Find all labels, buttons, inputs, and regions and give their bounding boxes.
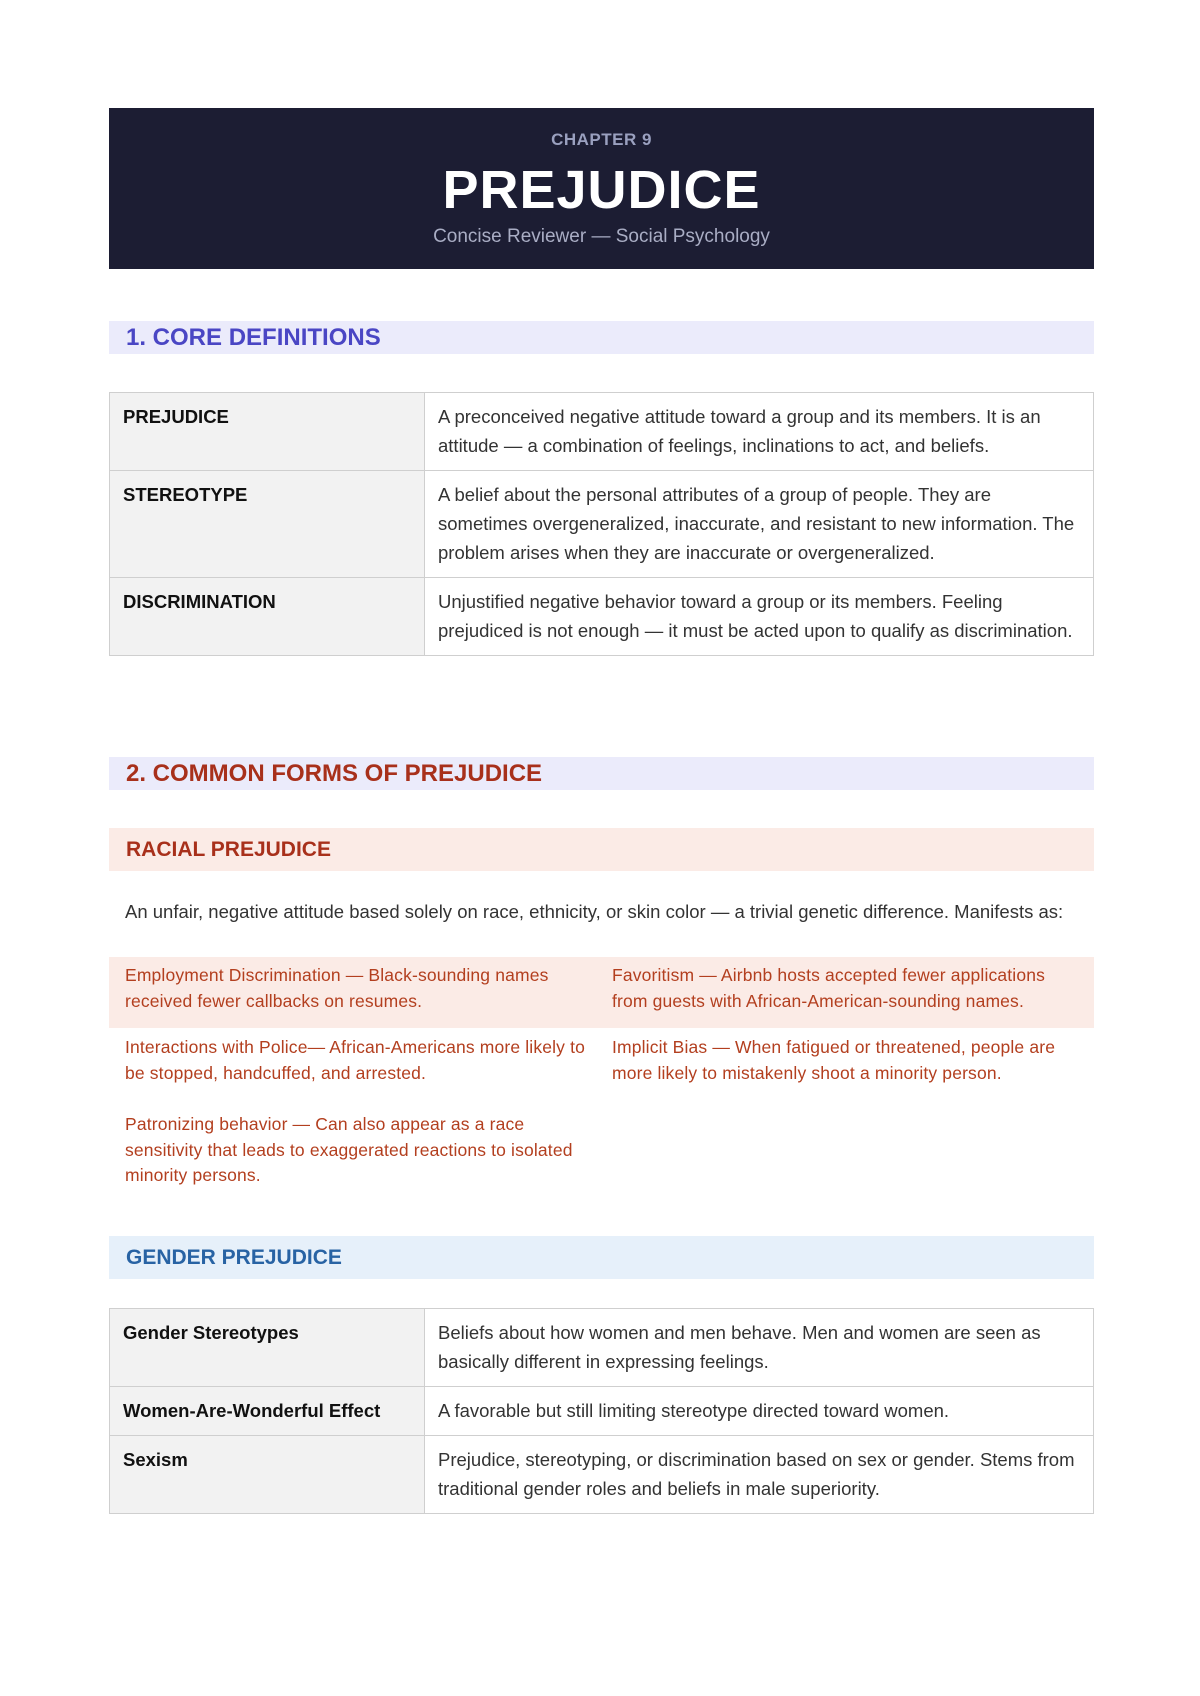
gender-term: Women-Are-Wonderful Effect: [110, 1387, 425, 1436]
manifestation-item: Interactions with Police— African-Americans more likely to be stopped, handcuffed, and arrested.: [125, 1037, 585, 1083]
gender-text: Beliefs about how women and men behave. Men and women are seen as basically different in expressing feelings.: [425, 1309, 1094, 1387]
manifestation-item: Favoritism — Airbnb hosts accepted fewer applications from guests with African-American-sounding names.: [612, 965, 1046, 1011]
table-row: [110, 393, 1094, 471]
table-row: [110, 1436, 1094, 1514]
definition-term: STEREOTYPE: [110, 471, 425, 578]
table-row: [110, 1387, 1094, 1436]
definition-term: PREJUDICE: [110, 393, 425, 471]
definitions-table: [109, 392, 1094, 656]
definition-text: A preconceived negative attitude toward a group and its members. It is an attitude — a combination of feelings, inclinations to act, and beliefs.: [425, 393, 1094, 471]
chapter-header: [109, 108, 1094, 269]
manifestation-item: Patronizing behavior — Can also appear as a race sensitivity that leads to exaggerated reactions to isolated minority persons.: [125, 1114, 573, 1185]
gender-term: Sexism: [110, 1436, 425, 1514]
racial-prejudice-intro: An unfair, negative attitude based solely on race, ethnicity, or skin color — a trivial genetic difference. Manifests as:: [125, 901, 1064, 922]
manifestation-item: Implicit Bias — When fatigued or threatened, people are more likely to mistakenly shoot a minority person.: [612, 1037, 1056, 1083]
table-row: [110, 1309, 1094, 1387]
manifestation-item: Employment Discrimination — Black-sounding names received fewer callbacks on resumes.: [125, 965, 549, 1011]
table-row: [110, 578, 1094, 656]
gender-text: A favorable but still limiting stereotype directed toward women.: [425, 1387, 1094, 1436]
chapter-label: CHAPTER 9: [551, 130, 652, 149]
definition-text: Unjustified negative behavior toward a group or its members. Feeling prejudiced is not enough — it must be acted upon to qualify as discrimination.: [425, 578, 1094, 656]
table-row: [110, 471, 1094, 578]
section-heading-common-forms: 2. COMMON FORMS OF PREJUDICE: [109, 757, 1094, 790]
racial-prejudice-heading: RACIAL PREJUDICE: [109, 828, 1094, 871]
gender-term: Gender Stereotypes: [110, 1309, 425, 1387]
page-subtitle: Concise Reviewer — Social Psychology: [433, 226, 770, 247]
section-heading-core-definitions: 1. CORE DEFINITIONS: [109, 321, 1094, 354]
gender-text: Prejudice, stereotyping, or discrimination based on sex or gender. Stems from traditional gender roles and beliefs in male superiority.: [425, 1436, 1094, 1514]
gender-prejudice-heading: GENDER PREJUDICE: [109, 1236, 1094, 1279]
page-title: PREJUDICE: [442, 160, 761, 220]
gender-table: [109, 1308, 1094, 1514]
definition-text: A belief about the personal attributes of a group of people. They are sometimes overgeneralized, inaccurate, and resistant to new information. The problem arises when they are inaccurate or overgeneralized.: [425, 471, 1094, 578]
definition-term: DISCRIMINATION: [110, 578, 425, 656]
